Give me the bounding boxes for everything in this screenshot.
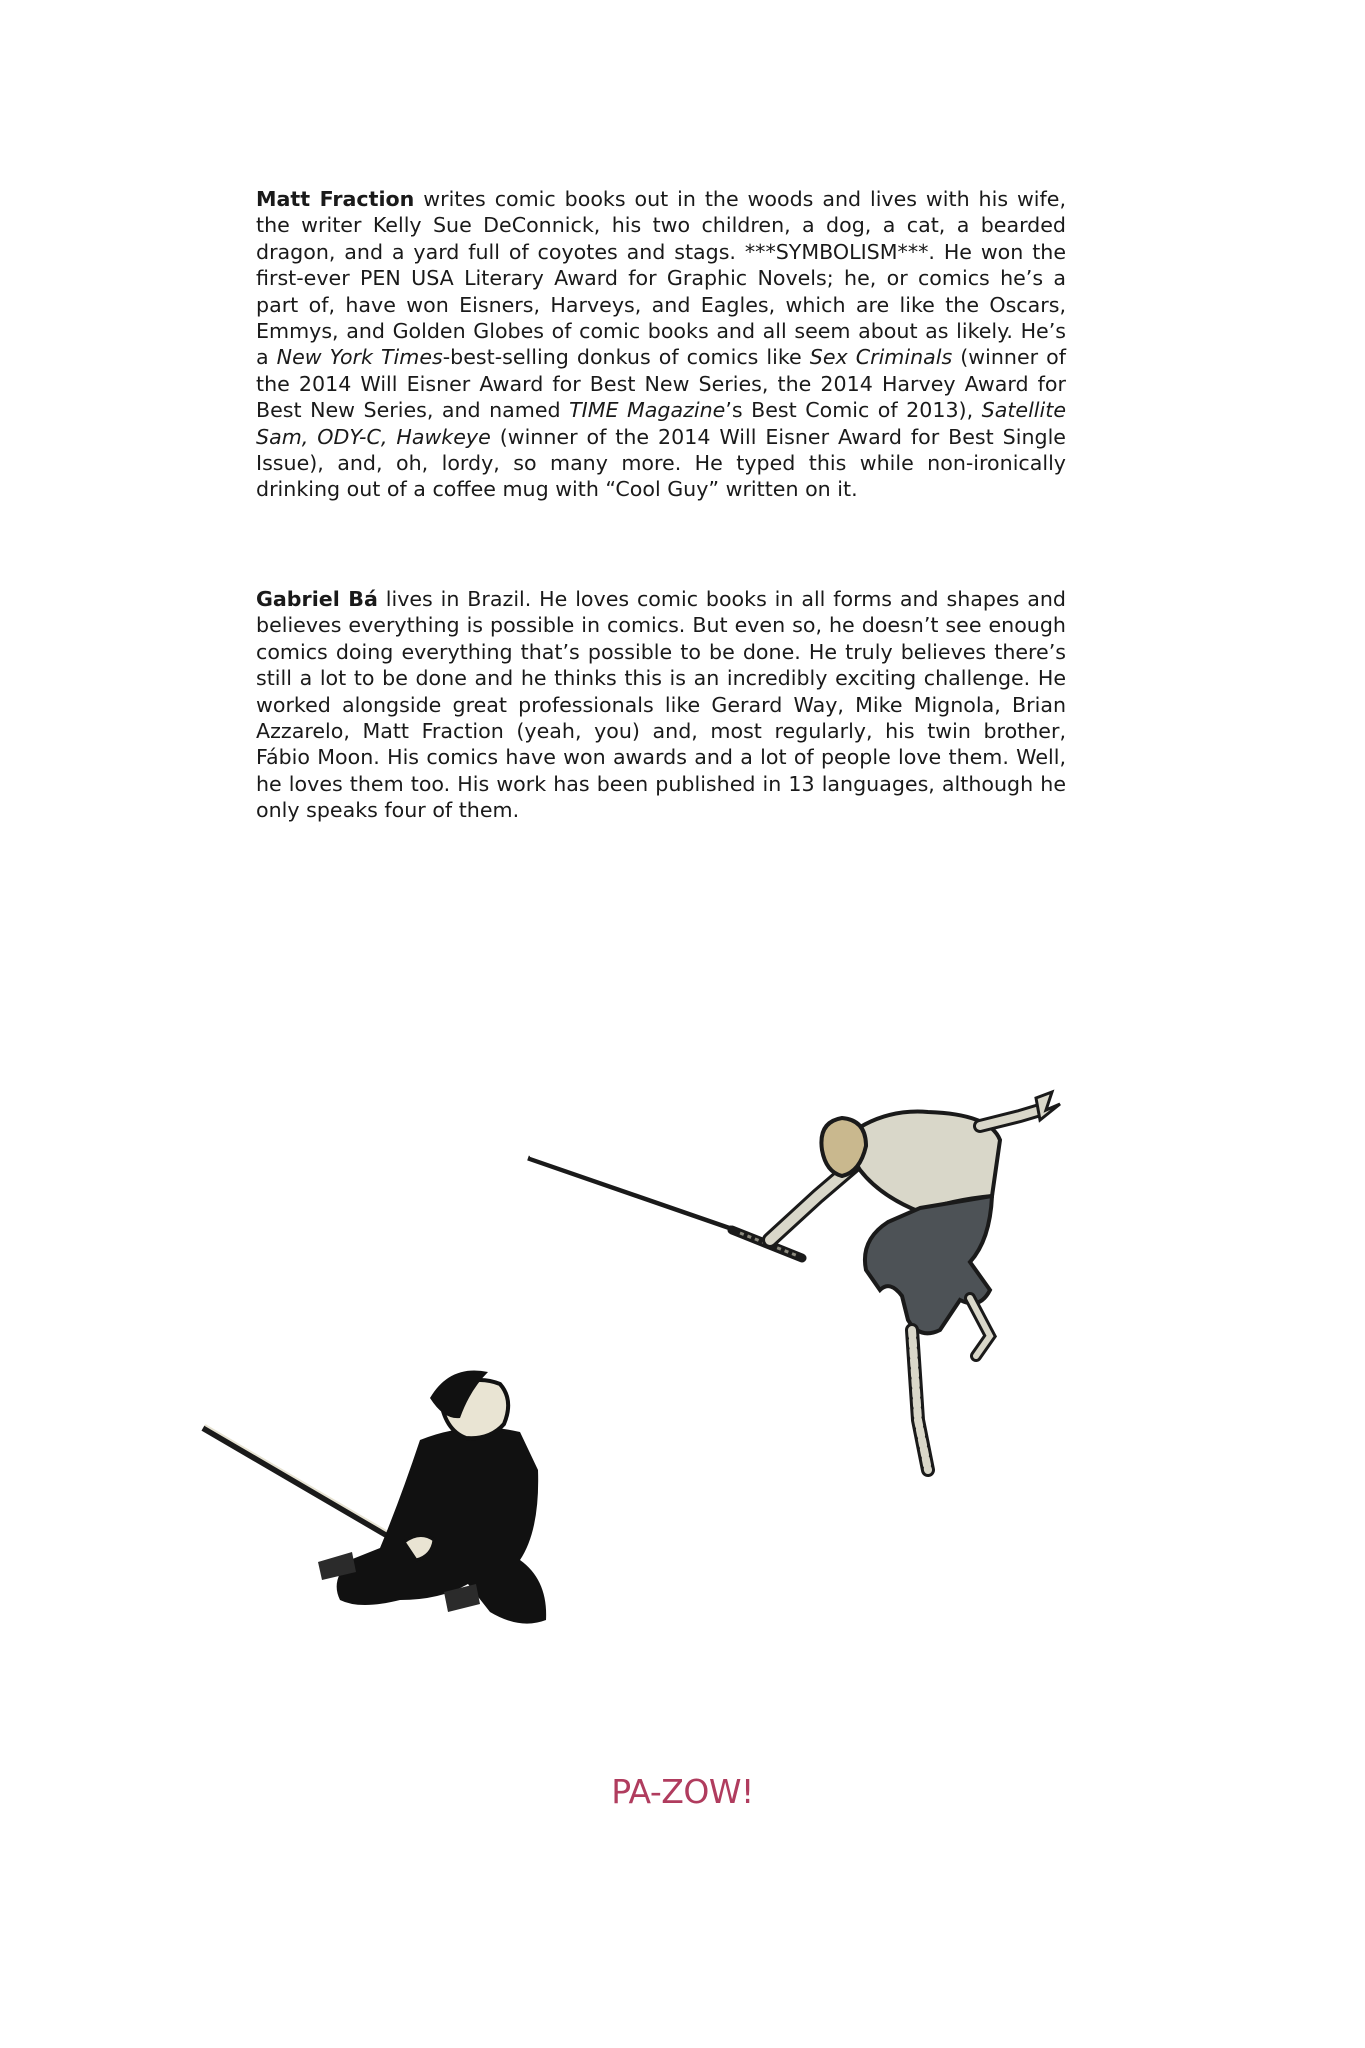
bio-text: ’s Best Comic of 2013), bbox=[725, 398, 982, 423]
katana-blade bbox=[528, 1158, 730, 1228]
sword-fight-illustration bbox=[0, 1080, 1365, 1640]
italic-title: Sex Criminals bbox=[809, 345, 953, 370]
italic-title: Satellite Sam, ODY-C, Hawkeye bbox=[256, 398, 1066, 449]
bio-text: writes comic books out in the woods and lives with his wife, the writer Kelly Sue DeConnick, his two children, a dog, a cat, a bearded dragon, and a yard full of coyotes and stags. ***SYMBOLISM***. He won the first-ever PEN USA Literary Award for Graphic Novels; he, or comics he’s a part of, have won Eisners, Harveys, and Eagles, which are like the Oscars, Emmys, and Golden Globes of comic books and all seem about as likely. He’s a bbox=[256, 187, 1066, 370]
bio-gabriel-ba bbox=[256, 586, 1066, 824]
italic-title: TIME Magazine bbox=[569, 398, 726, 423]
katana-blade-edge bbox=[530, 1156, 730, 1225]
bio-text: (winner of the 2014 Will Eisner Award for Best Single Issue), and, oh, lordy, so many more. He typed this while non-ironically drinking out of a coffee mug with “Cool Guy” written on it. bbox=[256, 424, 1066, 502]
bio-text: (winner of the 2014 Will Eisner Award for Best New Series, the 2014 Harvey Award for Best New Series, and named bbox=[256, 345, 1066, 423]
bio-text: lives in Brazil. He loves comic books in all forms and shapes and believes everything is possible in comics. But even so, he doesn’t see enough comics doing everything that’s possible to be done. He truly believes there’s still a lot to be done and he thinks this is an incredibly exciting challenge. He worked alongside great professionals like Gerard Way, Mike Mignola, Brian Azzarelo, Matt Fraction (yeah, you) and, most regularly, his twin brother, Fábio Moon. His comics have won awards and a lot of people love them. Well, he loves them too. His work has been published in 13 languages, although he only speaks four of them. bbox=[256, 587, 1066, 823]
kneeling-swordsman bbox=[203, 1370, 546, 1623]
leaping-swordsman bbox=[528, 1092, 1060, 1470]
katana-blade bbox=[203, 1428, 388, 1536]
italic-title: New York Times bbox=[276, 345, 443, 370]
hand bbox=[1036, 1092, 1060, 1120]
katana-blade-edge bbox=[205, 1425, 388, 1532]
author-name: Gabriel Bá bbox=[256, 587, 378, 611]
author-name: Matt Fraction bbox=[256, 187, 415, 211]
bio-matt-fraction bbox=[256, 186, 1066, 503]
bio-text: -best-selling donkus of comics like bbox=[442, 345, 810, 370]
sound-effect-caption: PA-ZOW! bbox=[611, 1772, 754, 1811]
